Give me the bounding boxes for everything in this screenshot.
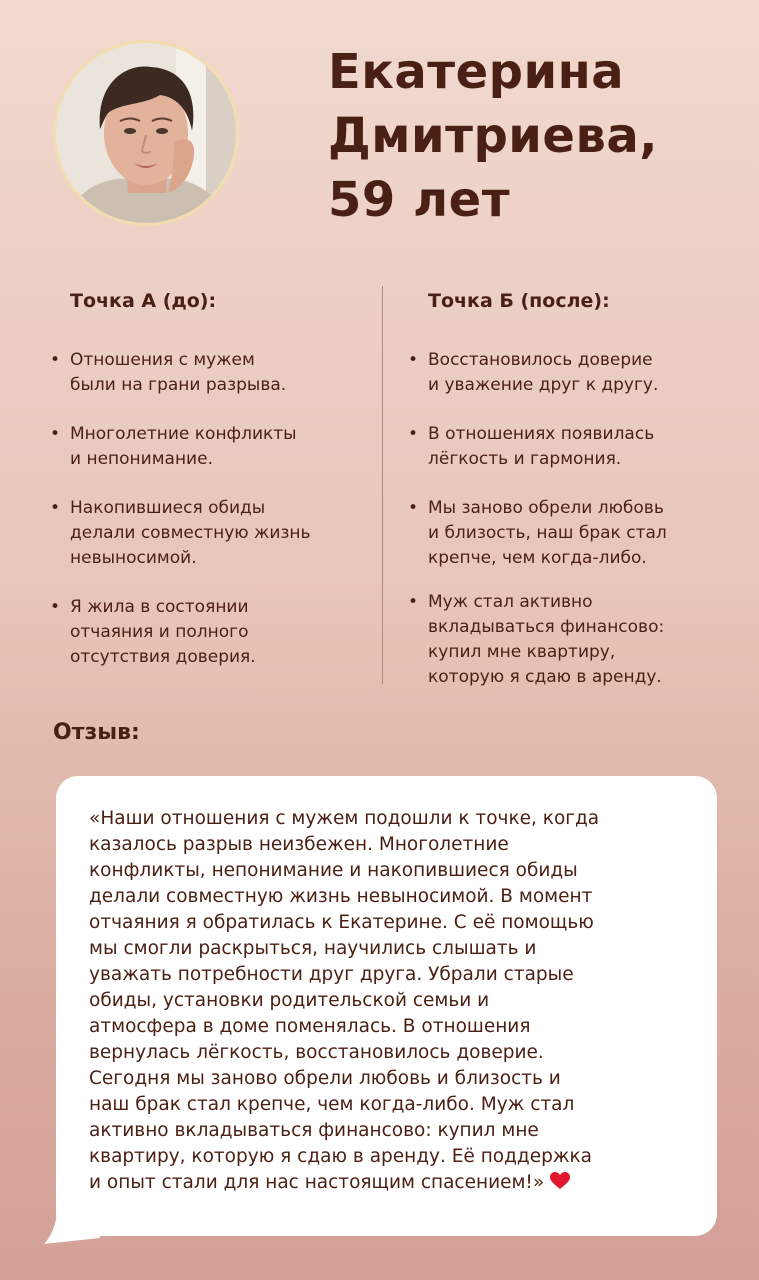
before-item-text: Накопившиеся обиды делали совместную жизнь невыносимой. (70, 498, 311, 568)
name-line-3: 59 лет (328, 172, 511, 228)
name-line-2: Дмитриева, (328, 108, 658, 164)
bullet-icon: • (408, 424, 419, 444)
before-item-text: Многолетние конфликты и непонимание. (70, 424, 297, 469)
before-title: Точка А (до): (70, 290, 217, 312)
before-item (50, 595, 365, 670)
after-item (408, 590, 748, 690)
heart-icon (550, 1172, 570, 1198)
review-bubble (56, 776, 717, 1236)
review-quote (89, 806, 699, 1198)
after-item-text: Восстановилось доверие и уважение друг к другу. (428, 350, 659, 395)
after-item (408, 422, 748, 472)
bullet-icon: • (50, 597, 61, 617)
before-item-text: Я жила в состоянии отчаяния и полного отсутствия доверия. (70, 597, 256, 667)
portrait-photo-icon (56, 43, 236, 223)
before-item (50, 496, 365, 571)
after-item-text: Муж стал активно вкладываться финансово: купил мне квартиру, которую я сдаю в аренду. (428, 592, 665, 687)
after-title: Точка Б (после): (428, 290, 610, 312)
bullet-icon: • (408, 498, 419, 518)
before-item (50, 348, 365, 398)
after-column (408, 286, 748, 687)
bullet-icon: • (50, 350, 61, 370)
after-item (408, 496, 748, 571)
after-item-text: В отношениях появилась лёгкость и гармония. (428, 424, 655, 469)
bullet-icon: • (408, 592, 419, 612)
after-item (408, 348, 748, 398)
before-item (50, 422, 365, 472)
name-line-1: Екатерина (328, 44, 625, 100)
profile-photo (53, 40, 239, 226)
after-item-text: Мы заново обрели любовь и близость, наш брак стал крепче, чем когда-либо. (428, 498, 667, 568)
bullet-icon: • (50, 424, 61, 444)
before-column (50, 286, 365, 667)
person-name (328, 40, 748, 232)
review-text: «Наши отношения с мужем подошли к точке, когда казалось разрыв неизбежен. Многолетние конфликты, непонимание и накопившиеся обиды делали совместную жизнь невыносимой. В момент отчаяния я обратилась к Екатерине. С её помощью мы смогли раскрыться, научились слышать и уважать потребности друг друга. Убрали старые обиды, установки родительской семьи и атмосфера в доме поменялась. В отношения вернулась лёгкость, восстановилось доверие. Сегодня мы заново обрели любовь и близость и наш брак стал крепче, чем когда-либо. Муж стал активно вкладываться финансово: купил мне квартиру, которую я сдаю в аренду. Её поддержка и опыт стали для нас настоящим спасением!» (89, 808, 600, 1193)
review-title: Отзыв: (53, 720, 140, 745)
column-divider (382, 286, 383, 684)
bullet-icon: • (408, 350, 419, 370)
before-item-text: Отношения с мужем были на грани разрыва. (70, 350, 287, 395)
bullet-icon: • (50, 498, 61, 518)
